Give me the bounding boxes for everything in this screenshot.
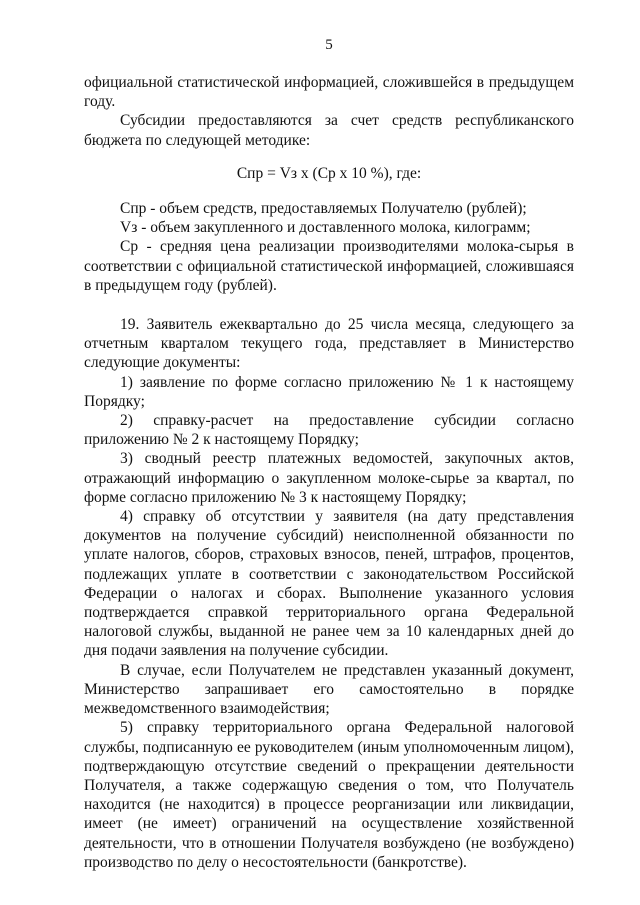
paragraph-subsidy-source: Субсидии предоставляются за счет средств республиканского бюджета по следующей методике: [84, 112, 574, 149]
definition-vz: Vз - объем закупленного и доставленного молока, килограмм; [120, 219, 531, 237]
list-item-5: 5) справку территориального органа Федеральной налоговой службы, подписанную ее руководителем (иным уполномоченным лицом), подтверждающую отсутствие сведений о прекращении деятельности Получателя, а также содержащую сведения о том, что Получатель находится (не находится) в процессе реорганизации или ликвидации, имеет (не имеет) ограничений на осуществление хозяйственной деятельности, что в отношении Получателя возбуждено (не возбуждено) производство по делу о несостоятельности (банкротстве). [84, 719, 574, 871]
page-number: 5 [325, 37, 333, 53]
list-item-1: 1) заявление по форме согласно приложению № 1 к настоящему Порядку; [84, 373, 574, 410]
document-body [84, 73, 574, 872]
list-item-3: 3) сводный реестр платежных ведомостей, закупочных актов, отражающий информацию о закупленном молоке-сырье за квартал, по форме согласно приложению № 3 к настоящему Порядку; [84, 450, 574, 506]
paragraph-continuation: официальной статистической информацией, сложившейся в предыдущем году. [84, 74, 574, 111]
definition-spr: Спр - объем средств, предоставляемых Получателю (рублей); [120, 200, 527, 218]
clause-19: 19. Заявитель ежеквартально до 25 числа месяца, следующего за отчетным кварталом текущего года, представляет в Министерство следующие документы: [84, 316, 574, 372]
paragraph-interagency-request: В случае, если Получателем не представлен указанный документ, Министерство запрашивает его самостоятельно в порядке межведомственного взаимодействия; [84, 661, 574, 718]
document-page [84, 0, 574, 905]
formula: Спр = Vз х (Ср х 10 %), где: [236, 164, 422, 182]
list-item-2: 2) справку-расчет на предоставление субсидии согласно приложению № 2 к настоящему Порядку; [84, 412, 574, 449]
list-item-4: 4) справку об отсутствии у заявителя (на дату представления документов на получение субсидий) неисполненной обязанности по уплате налогов, сборов, страховых взносов, пеней, штрафов, процентов, подлежащих уплате в соответствии с законодательством Российской Федерации о налогах и сборах. Выполнение указанного условия подтверждается справкой территориального органа Федеральной налоговой службы, выданной не ранее чем за 10 календарных дней до дня подачи заявления на получение субсидии. [84, 508, 574, 660]
definition-sr: Ср - средняя цена реализации производителями молока-сырья в соответствии с официальной статистической информацией, сложившаяся в предыдущем году (рублей). [84, 238, 574, 294]
